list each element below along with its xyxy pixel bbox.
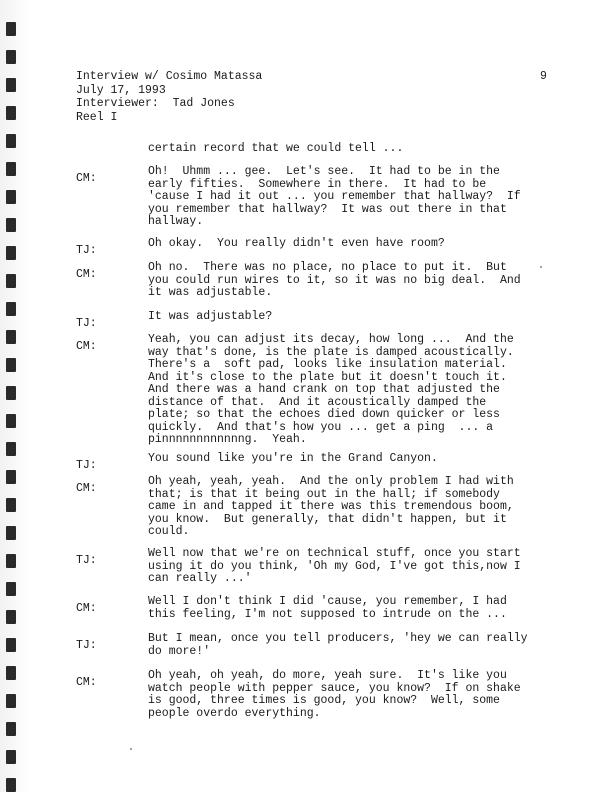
transcript-line: do more!' <box>148 644 211 658</box>
binding-hole <box>6 582 16 596</box>
speaker-label: CM: <box>76 268 97 281</box>
transcript-line: And it's close to the plate but it doesn't touch it. <box>148 370 507 384</box>
binding-hole <box>6 442 16 456</box>
transcript-line: watch people with pepper sauce, you know? If on shake <box>148 681 521 695</box>
transcript-line: Oh yeah, yeah, yeah. And the only problem I had with <box>148 475 514 488</box>
transcript-line: 'cause I had it out ... you remember that hallway? If <box>148 190 521 203</box>
binding-hole <box>6 498 16 512</box>
binding-hole <box>6 162 16 176</box>
speaker-label: TJ: <box>76 639 97 652</box>
transcript-line: this feeling, I'm not supposed to intrude on the ... <box>148 607 507 621</box>
binding-hole <box>6 778 16 792</box>
speaker-label: TJ: <box>76 554 97 567</box>
binding-hole <box>6 694 16 708</box>
binding-hole <box>6 666 16 680</box>
binding-hole <box>6 50 16 64</box>
transcript-line: people overdo everything. <box>148 706 321 720</box>
speaker-label: TJ: <box>76 244 97 257</box>
transcript-line: hallway. <box>148 215 204 228</box>
transcript-line: pinnnnnnnnnnnng. Yeah. <box>148 433 307 446</box>
transcript-line: It was adjustable? <box>148 310 273 323</box>
binding-hole <box>6 414 16 428</box>
transcript-line: way that's done, is the plate is damped acoustically. <box>148 345 514 359</box>
transcript-line: early fifties. Somewhere in there. It had to be <box>148 177 487 191</box>
speaker-label: CM: <box>76 340 97 353</box>
document-header <box>76 70 556 124</box>
binding-hole <box>6 106 16 120</box>
binding-hole <box>6 134 16 148</box>
transcript-line: that; is that it being out in the hall; if somebody <box>148 487 500 501</box>
binding-hole <box>6 750 16 764</box>
binding-hole <box>6 330 16 344</box>
transcript-line: And there was a hand crank on top that adjusted the <box>148 383 500 396</box>
header-date: July 17, 1993 <box>76 83 166 97</box>
transcript-line: distance of that. And it acoustically damped the <box>148 395 487 409</box>
transcript-line: you could run wires to it, so it was no big deal. And <box>148 273 521 287</box>
transcript-line: You sound like you're in the Grand Canyon. <box>148 452 438 465</box>
speaker-label: CM: <box>76 482 97 495</box>
binding-hole <box>6 218 16 232</box>
speck <box>130 748 132 750</box>
speaker-label: TJ: <box>76 317 97 330</box>
binding-hole <box>6 190 16 204</box>
header-interviewer: Interviewer: Tad Jones <box>76 97 235 110</box>
page-number: 9 <box>540 70 547 83</box>
transcript-line: you know. But generally, that didn't happen, but it <box>148 512 507 526</box>
speaker-label: TJ: <box>76 459 97 472</box>
binding-hole <box>6 246 16 260</box>
binding-hole <box>6 22 16 36</box>
speck <box>540 266 542 268</box>
transcript-line: you remember that hallway? It was out there in that <box>148 202 507 216</box>
header-reel: Reel I <box>76 110 118 124</box>
transcript-line: Yeah, you can adjust its decay, how long ... And the <box>148 333 514 346</box>
transcript-line: is good, three times is good, you know? Well, some <box>148 694 500 707</box>
transcript-line: came in and tapped it there was this tremendous boom, <box>148 500 514 513</box>
transcript-line: Oh! Uhmm ... gee. Let's see. It had to be in the <box>148 165 500 178</box>
binding-hole <box>6 78 16 92</box>
transcript-line: There's a soft pad, looks like insulation material. <box>148 358 507 371</box>
transcript-line: Well now that we're on technical stuff, once you start <box>148 547 521 560</box>
binding-hole <box>6 386 16 400</box>
transcript-line: Well I don't think I did 'cause, you remember, I had <box>148 595 507 608</box>
speaker-label: CM: <box>76 602 97 615</box>
transcript-line: Oh okay. You really didn't even have room? <box>148 237 445 250</box>
transcript-line: it was adjustable. <box>148 286 273 299</box>
binding-hole <box>6 358 16 372</box>
speaker-label: CM: <box>76 676 97 689</box>
transcript-line: Oh no. There was no place, no place to put it. But <box>148 261 507 274</box>
binding-hole <box>6 526 16 540</box>
transcript-line: quickly. And that's how you ... get a ping ... a <box>148 420 494 434</box>
transcript-line: could. <box>148 525 190 538</box>
binding-hole <box>6 722 16 736</box>
transcript-line: Oh yeah, oh yeah, do more, yeah sure. It's like you <box>148 669 507 682</box>
binding-hole <box>6 554 16 568</box>
binding-hole <box>6 274 16 288</box>
speaker-label: CM: <box>76 172 97 185</box>
binding-hole <box>6 638 16 652</box>
binding-hole <box>6 610 16 624</box>
header-interview-title: Interview w/ Cosimo Matassa <box>76 70 263 83</box>
binding-hole <box>6 302 16 316</box>
transcript-line: using it do you think, 'Oh my God, I've got this,now I <box>148 559 521 573</box>
transcript-line: can really ...' <box>148 572 252 585</box>
transcript-line: plate; so that the echoes died down quicker or less <box>148 408 500 421</box>
transcript-line: certain record that we could tell ... <box>148 142 404 155</box>
binding-hole <box>6 470 16 484</box>
transcript-line: But I mean, once you tell producers, 'hey we can really <box>148 632 528 645</box>
